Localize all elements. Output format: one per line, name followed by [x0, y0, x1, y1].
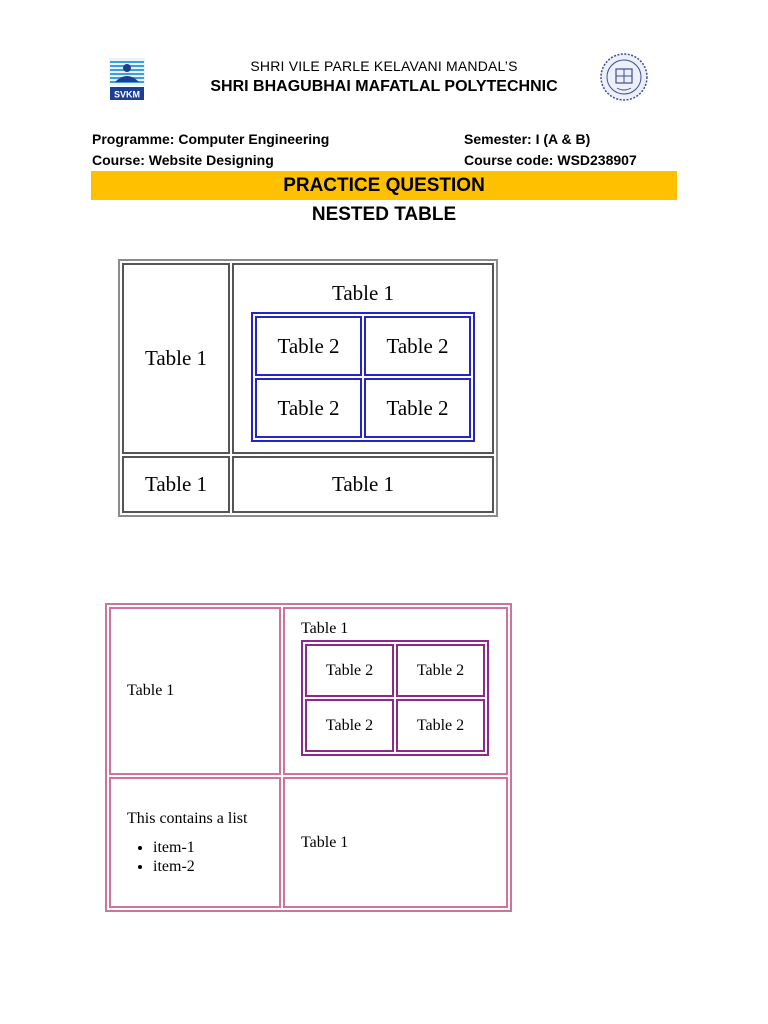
- fig1-left-cell: Table 1: [122, 263, 230, 454]
- course-label: Course: Website Designing: [92, 152, 274, 168]
- fig2-inner-cell: Table 2: [396, 699, 485, 752]
- page-subtitle: NESTED TABLE: [311, 204, 457, 225]
- fig1-bottom-left-cell: Table 1: [122, 456, 230, 513]
- organization-name: SHRI VILE PARLE KELAVANI MANDAL’S: [250, 58, 518, 74]
- practice-question-banner: PRACTICE QUESTION: [91, 171, 677, 200]
- semester-label: Semester: I (A & B): [464, 131, 591, 147]
- fig1-inner-cell: Table 2: [364, 378, 471, 438]
- fig2-inner-table: [301, 640, 489, 756]
- fig2-list-heading: This contains a list: [127, 809, 248, 827]
- fig2-right-title: Table 1: [301, 620, 349, 637]
- fig2-right-cell: [283, 607, 508, 775]
- nested-table-figure-2: [105, 603, 512, 912]
- fig2-bottom-right-cell: Table 1: [283, 777, 508, 908]
- course-code-label: Course code: WSD238907: [464, 152, 637, 168]
- fig1-right-cell: [232, 263, 494, 454]
- fig1-inner-cell: Table 2: [255, 378, 362, 438]
- fig2-inner-cell: Table 2: [396, 644, 485, 697]
- fig1-right-title: Table 1: [331, 281, 395, 305]
- fig1-inner-cell: Table 2: [255, 316, 362, 376]
- fig1-inner-table: [251, 312, 475, 442]
- svkm-logo-text: SVKM: [113, 89, 141, 100]
- fig2-left-cell: Table 1: [109, 607, 281, 775]
- fig2-inner-cell: Table 2: [305, 644, 394, 697]
- list-item: • item-2: [153, 857, 279, 876]
- fig1-bottom-right-cell: Table 1: [232, 456, 494, 513]
- fig2-list: [127, 838, 279, 876]
- institute-name: SHRI BHAGUBHAI MAFATLAL POLYTECHNIC: [210, 78, 558, 95]
- programme-label: Programme: Computer Engineering: [92, 131, 330, 147]
- list-item: • item-1: [153, 838, 279, 857]
- fig1-inner-cell: Table 2: [364, 316, 471, 376]
- fig2-inner-cell: Table 2: [305, 699, 394, 752]
- nested-table-figure-1: [118, 259, 498, 517]
- fig2-list-cell: [109, 777, 281, 908]
